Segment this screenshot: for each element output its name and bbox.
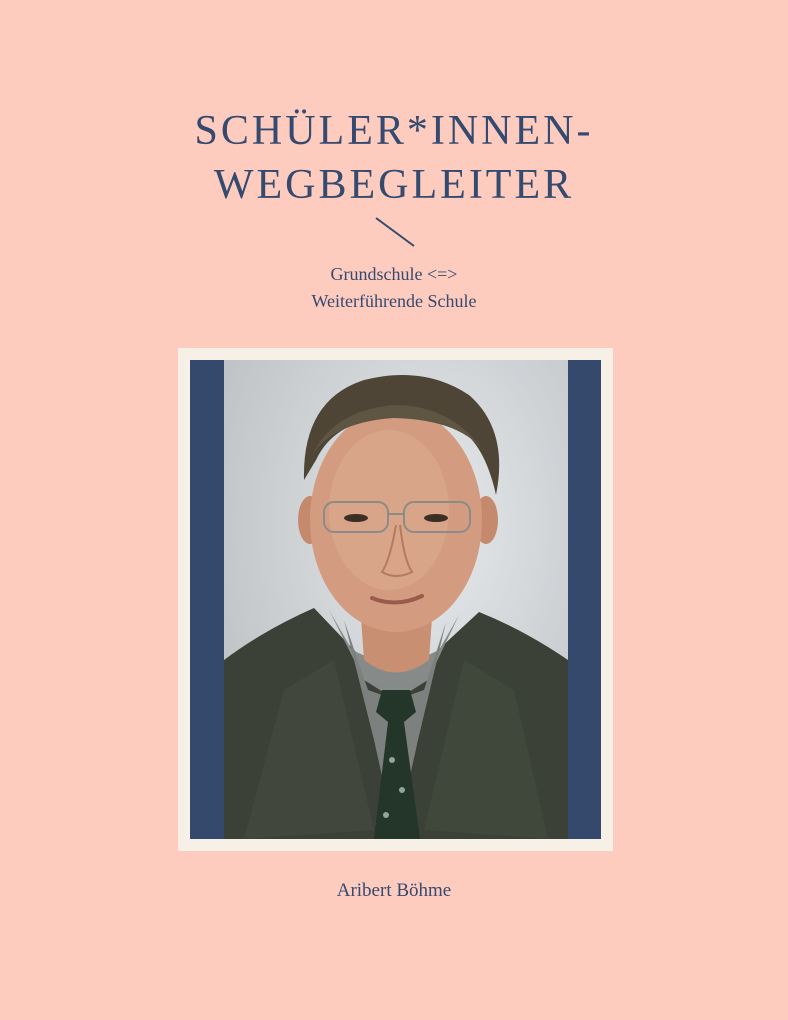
book-title [0, 104, 788, 212]
title-line-2: WEGBEGLEITER [213, 162, 575, 208]
subtitle-line-1: Grundschule <=> [330, 264, 458, 284]
photo-backdrop [190, 360, 601, 839]
author-portrait-photo [224, 360, 568, 839]
author-name: Aribert Böhme [336, 880, 452, 901]
diagonal-divider-icon [372, 215, 418, 249]
subtitle-line-2: Weiterführende Schule [311, 291, 477, 311]
book-subtitle [0, 261, 788, 315]
portrait-photo-icon [224, 360, 568, 839]
title-line-1: SCHÜLER*INNEN- [194, 108, 594, 154]
photo-frame [178, 348, 613, 851]
